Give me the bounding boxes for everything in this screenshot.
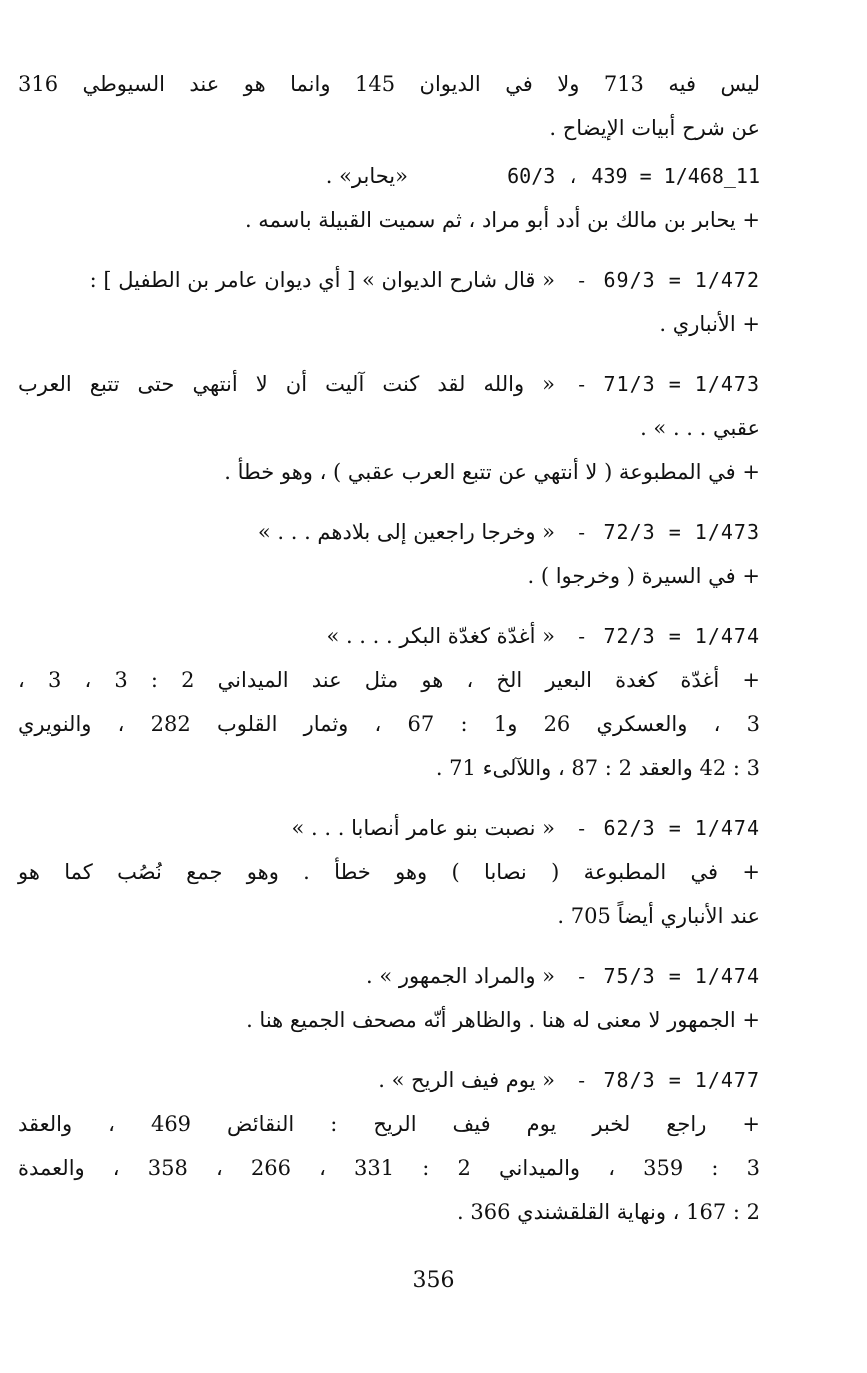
entry-header: [18, 614, 760, 658]
entry-quote: «يحابر» .: [325, 164, 408, 188]
entry-quote: « والمراد الجمهور » .: [366, 964, 555, 988]
entry-note: 3 : 359 ، والميداني 2 : 331 ، 266 ، 358 ، والعمدة: [18, 1156, 760, 1180]
entry-note: + في المطبوعة ( لا أنتهي عن تتبع العرب عقبي ) ، وهو خطأ .: [224, 460, 760, 484]
entry-header: [18, 154, 760, 198]
entry-dash: -: [578, 372, 585, 396]
entry-note: + يحابر بن مالك بن أدد أبو مراد ، ثم سميت القبيلة باسمه .: [244, 208, 760, 232]
entry-header: [18, 510, 760, 554]
entry-reference: 78/3 = 1/477: [603, 1068, 760, 1092]
entry-dash: -: [578, 1068, 585, 1092]
entry-header: [18, 806, 760, 850]
entry-header: [18, 954, 760, 998]
entry-note: + الأنباري .: [659, 312, 760, 336]
entry-quote: « قال شارح الديوان » [ أي ديوان عامر بن الطفيل ] :: [89, 268, 555, 292]
entry-quote: « أغدّة كغدّة البكر . . . . »: [326, 624, 555, 648]
entry-quote: « وخرجا راجعين إلى بلادهم . . . »: [257, 520, 555, 544]
entry-reference: 69/3 = 1/472: [603, 268, 760, 292]
entry-dash: -: [578, 624, 585, 648]
entry-dash: -: [578, 964, 585, 988]
entry-quote: « نصبت بنو عامر أنصابا . . . »: [291, 816, 555, 840]
document-body: [18, 62, 760, 1234]
entry-quote: « والله لقد كنت آليت أن لا أنتهي حتى تتبع العرب: [18, 372, 555, 396]
entry-reference: 75/3 = 1/474: [603, 964, 760, 988]
entry-dash: -: [578, 268, 585, 292]
entry-reference: 72/3 = 1/473: [603, 520, 760, 544]
entry-dash: -: [578, 816, 585, 840]
entry-header: [18, 258, 760, 302]
entry-quote-continued: عقبي . . . » .: [640, 416, 760, 440]
entry-note: + أغدّة كغدة البعير الخ ، هو مثل عند الميداني 2 : 3 ، 3 ،: [18, 668, 760, 692]
entry-reference: 71/3 = 1/473: [603, 372, 760, 396]
entry-note: + راجع لخبر يوم فيف الريح : النقائض 469 ، والعقد: [18, 1112, 760, 1136]
entry-dash: -: [578, 520, 585, 544]
entry-note: 3 : 42 والعقد 2 : 87 ، واللآلىء 71 .: [435, 756, 760, 780]
entry-quote: « يوم فيف الريح » .: [378, 1068, 555, 1092]
page-number: 356: [412, 1268, 455, 1293]
entry-note: عند الأنباري أيضاً 705 .: [557, 904, 760, 928]
entry-reference: 62/3 = 1/474: [603, 816, 760, 840]
entry-note: + في المطبوعة ( نصابا ) وهو خطأ . وهو جمع نُصُب كما هو: [18, 860, 760, 884]
entry-note: + في السيرة ( وخرجوا ) .: [527, 564, 760, 588]
entry-reference: 60/3 ، 439 = 1/468_11: [507, 164, 760, 188]
entry-note: 2 : 167 ، ونهاية القلقشندي 366 .: [457, 1200, 760, 1224]
intro-line-1: ليس فيه 713 ولا في الديوان 145 وانما هو عند السيوطي 316: [18, 72, 761, 96]
intro-line-2: عن شرح أبيات الإيضاح .: [549, 116, 760, 140]
entry-reference: 72/3 = 1/474: [603, 624, 760, 648]
entry-note: 3 ، والعسكري 26 و1 : 67 ، وثمار القلوب 282 ، والنويري: [18, 712, 760, 736]
entry-header: [18, 362, 760, 406]
entry-header: [18, 1058, 760, 1102]
entry-note: + الجمهور لا معنى له هنا . والظاهر أنّه مصحف الجميع هنا .: [246, 1008, 760, 1032]
